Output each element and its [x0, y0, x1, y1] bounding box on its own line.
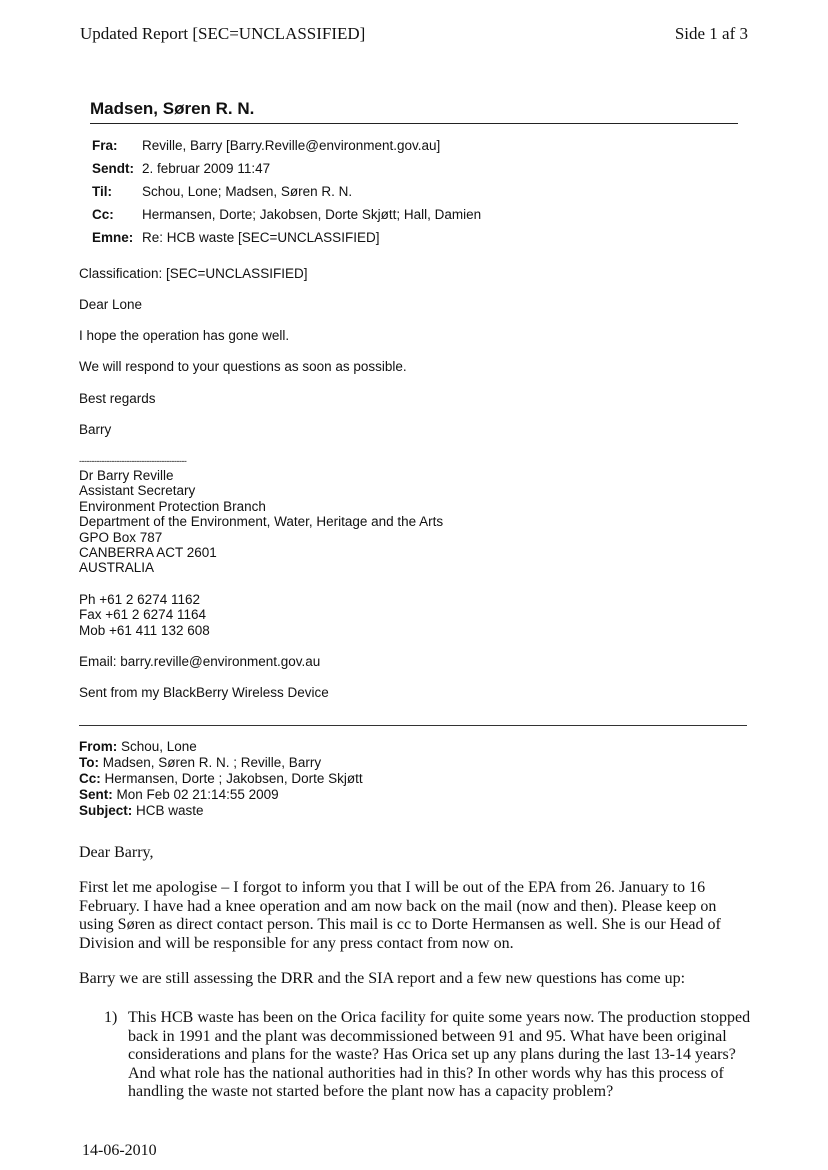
fwd-header-key: Sent:: [79, 787, 113, 802]
header-row-subject: [92, 230, 379, 245]
fwd-header-key: From:: [79, 739, 118, 754]
fwd-header-from: [79, 739, 197, 754]
footer-date: 14-06-2010: [82, 1142, 157, 1159]
fwd-header-subject: [79, 803, 204, 818]
list-item-text: This HCB waste has been on the Orica facility for quite some years now. The production stopped back in 1991 and the plant was decommissioned between 91 and 95. What have been original considerations and plans for the waste? Has Orica set up any plans during the last 13-14 years? And what role has the national authorities had in this? In other words why has this process of handling the waste not started before the plant now has a capacity problem?: [128, 1009, 751, 1101]
fwd-header-key: To:: [79, 755, 99, 770]
signature-line: Mob +61 411 132 608: [79, 622, 210, 638]
fwd-header-key: Subject:: [79, 803, 133, 818]
header-value: Re: HCB waste [SEC=UNCLASSIFIED]: [142, 230, 380, 245]
signature-block: [79, 468, 443, 576]
header-value: 2. februar 2009 11:47: [142, 161, 271, 176]
header-key: Cc:: [92, 207, 114, 222]
header-row-to: [92, 184, 352, 199]
body-line: We will respond to your questions as soon as possible.: [79, 359, 407, 374]
header-row-from: [92, 138, 440, 153]
fwd-header-key: Cc:: [79, 771, 101, 786]
signature-line: AUSTRALIA: [79, 560, 155, 576]
fwd-header-value: Madsen, Søren R. N. ; Reville, Barry: [99, 755, 322, 770]
greeting: Dear Lone: [79, 297, 143, 312]
header-value: Reville, Barry [Barry.Reville@environment.gov.au]: [142, 138, 441, 153]
numbered-list-item: [104, 1009, 754, 1102]
signature-separator: -------------------------------------------: [79, 456, 187, 466]
list-item-number: 1): [104, 1009, 118, 1026]
fwd-paragraph: First let me apologise – I forgot to inform you that I will be out of the EPA from 26. January to 16 February. I have had a knee operation and am now back on the mail (now and then). Please keep on using Søren as direct contact person. This mail is cc to Dorte Hermansen as well. She is our Head of Division and will be responsible for any press contact from now on.: [79, 879, 721, 952]
signature-email: Email: barry.reville@environment.gov.au: [79, 654, 321, 669]
header-row-cc: [92, 207, 481, 222]
signoff-name: Barry: [79, 422, 112, 437]
header-key: Til:: [92, 184, 112, 199]
closing: Best regards: [79, 391, 156, 406]
page-header-title: Updated Report [SEC=UNCLASSIFIED]: [80, 24, 366, 43]
classification-line: Classification: [SEC=UNCLASSIFIED]: [79, 266, 308, 281]
header-divider: [90, 123, 738, 124]
header-key: Fra:: [92, 138, 118, 153]
fwd-greeting: Dear Barry,: [79, 844, 154, 861]
mailbox-owner-name: Madsen, Søren R. N.: [90, 99, 255, 118]
signature-line: Assistant Secretary: [79, 483, 196, 499]
signature-line: Fax +61 2 6274 1164: [79, 607, 206, 623]
body-line: I hope the operation has gone well.: [79, 328, 290, 343]
fwd-header-value: Hermansen, Dorte ; Jakobsen, Dorte Skjøtt: [100, 771, 363, 786]
fwd-header-cc: [79, 771, 363, 786]
signature-line: Ph +61 2 6274 1162: [79, 592, 200, 607]
signature-line: GPO Box 787: [79, 529, 163, 545]
forward-divider: [79, 725, 747, 726]
fwd-header-value: Schou, Lone: [117, 739, 197, 754]
header-row-sent: [92, 161, 270, 176]
header-value: Schou, Lone; Madsen, Søren R. N.: [142, 184, 353, 199]
signature-line: Environment Protection Branch: [79, 498, 266, 514]
header-key: Sendt:: [92, 161, 134, 176]
fwd-header-sent: [79, 787, 279, 802]
signature-line: Dr Barry Reville: [79, 468, 174, 483]
header-value: Hermansen, Dorte; Jakobsen, Dorte Skjøtt; Hall, Damien: [142, 207, 482, 222]
page-number: Side 1 af 3: [674, 24, 748, 43]
signature-line: CANBERRA ACT 2601: [79, 545, 217, 561]
signature-phones: [79, 592, 210, 638]
fwd-header-value: HCB waste: [132, 803, 204, 818]
signature-line: Department of the Environment, Water, Heritage and the Arts: [79, 514, 444, 530]
header-key: Emne:: [92, 230, 134, 245]
fwd-header-value: Mon Feb 02 21:14:55 2009: [112, 787, 279, 802]
fwd-header-to: [79, 755, 321, 770]
sent-from-device: Sent from my BlackBerry Wireless Device: [79, 685, 329, 700]
fwd-paragraph: Barry we are still assessing the DRR and the SIA report and a few new questions has come up:: [79, 970, 686, 987]
